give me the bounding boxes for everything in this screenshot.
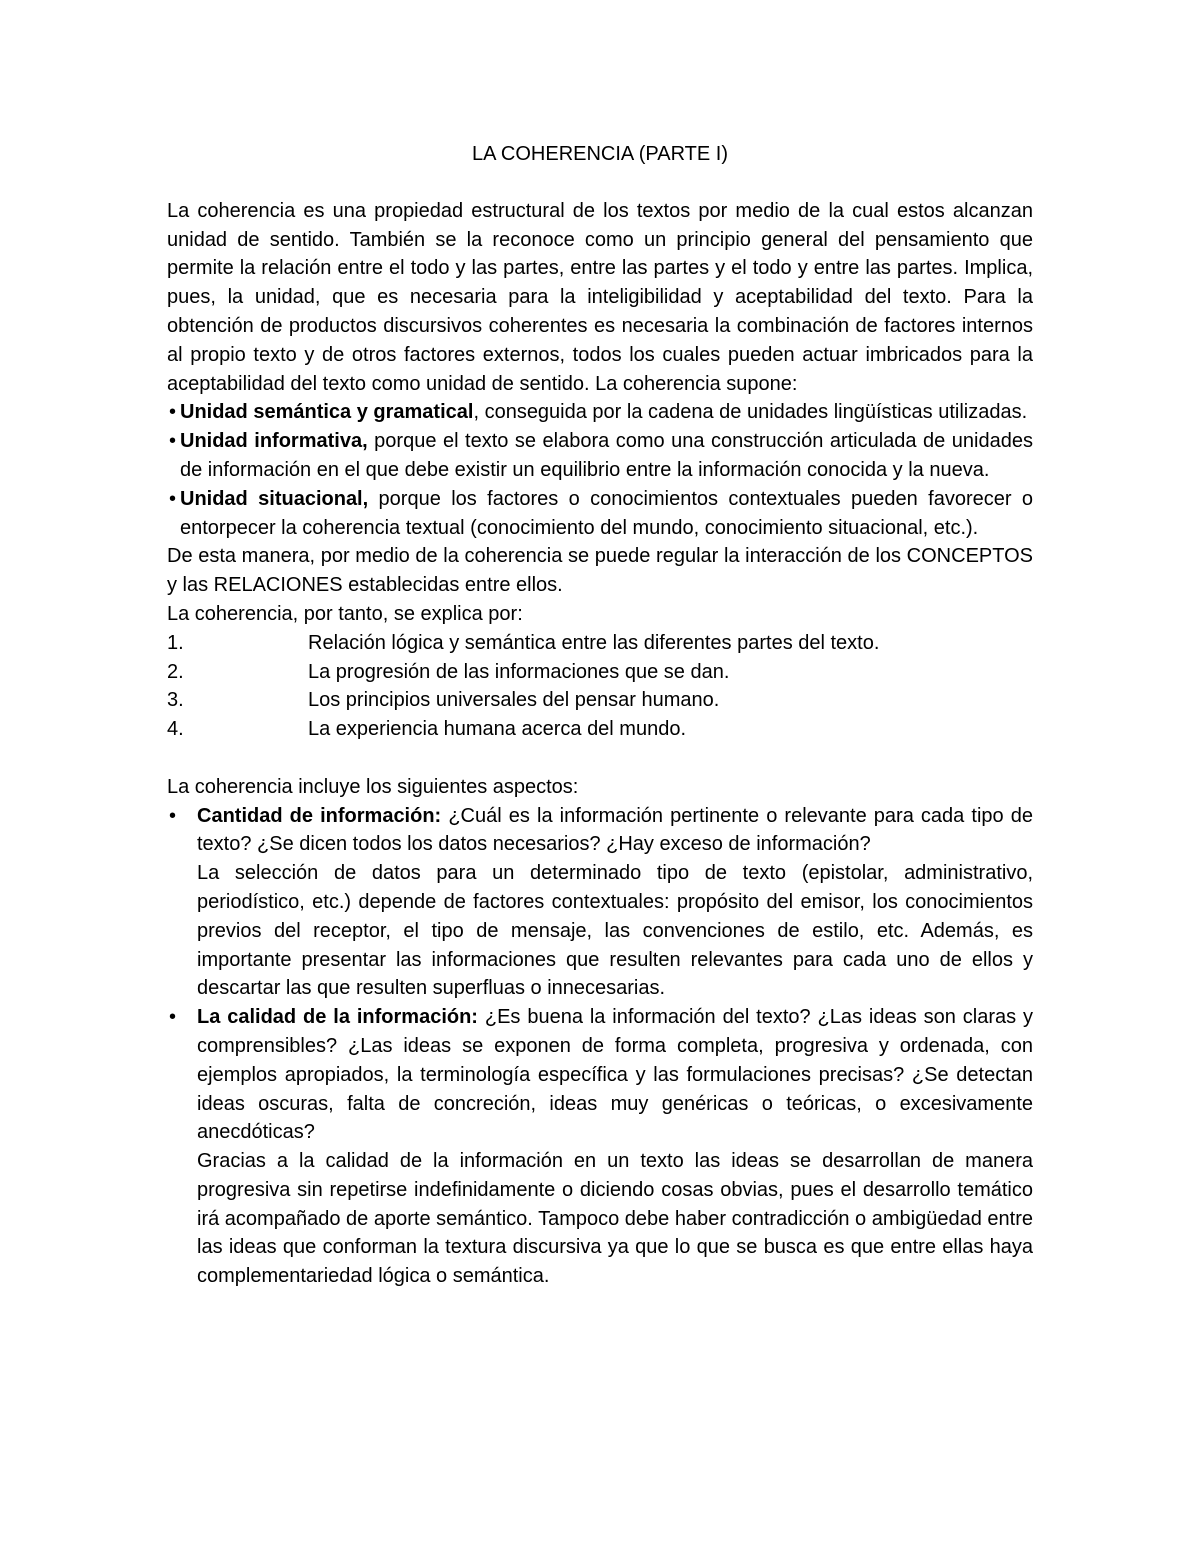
item-bold-label: Unidad semántica y gramatical: [180, 401, 474, 424]
bullet-icon: •: [169, 804, 177, 827]
item-text: La progresión de las informaciones que se dan.: [308, 660, 730, 683]
item-bold-label: La calidad de la información:: [197, 1006, 478, 1029]
list-item: [167, 715, 1033, 744]
item-text: Relación lógica y semántica entre las diferentes partes del texto.: [308, 631, 880, 654]
explica-intro: La coherencia, por tanto, se explica por:: [167, 602, 523, 625]
supone-list: [167, 398, 1033, 542]
bullet-icon: •: [169, 401, 177, 424]
list-item: [167, 427, 1033, 485]
aspectos-list: [167, 802, 1033, 1292]
list-item: [167, 629, 1033, 658]
aspect-question: [197, 802, 1033, 860]
bullet-icon: •: [169, 487, 177, 510]
bullet-icon: •: [169, 430, 177, 453]
list-item: [167, 658, 1033, 687]
item-text: ¿Cuál es la información pertinente o relevante para cada tipo de texto? ¿Se dicen todos los datos necesarios? ¿Hay exceso de información?: [197, 804, 1033, 856]
aspect-detail: Gracias a la calidad de la información en un texto las ideas se desarrollan de manera progresiva sin repetirse indefinidamente o diciendo cosas obvias, pues el desarrollo temático irá acompañado de aporte semántico. Tampoco debe haber contradicción o ambigüedad entre las ideas que conforman la textura discursiva ya que lo que se busca es que entre ellas haya complementariedad lógica o semántica.: [197, 1150, 1033, 1288]
list-item: [167, 398, 1033, 427]
document-title: LA COHERENCIA (PARTE I): [472, 143, 728, 165]
item-text: La experiencia humana acerca del mundo.: [308, 718, 687, 741]
list-item: [167, 485, 1033, 543]
aspect-question: [197, 1003, 1033, 1147]
explica-list: [167, 629, 1033, 744]
item-number: 2.: [167, 660, 184, 683]
item-number: 4.: [167, 718, 184, 741]
list-item: [167, 802, 1033, 1004]
list-item: [167, 1003, 1033, 1291]
item-text: , conseguida por la cadena de unidades lingüísticas utilizadas.: [473, 401, 1028, 424]
item-bold-label: Cantidad de información:: [197, 804, 442, 827]
aspectos-intro: La coherencia incluye los siguientes aspectos:: [167, 775, 579, 798]
item-bold-label: Unidad situacional,: [180, 487, 369, 510]
interaction-paragraph: De esta manera, por medio de la coherencia se puede regular la interacción de los CONCEPTOS y las RELACIONES establecidas entre ellos.: [167, 545, 1033, 597]
item-text: porque los factores o conocimientos contextuales pueden favorecer o entorpecer la coherencia textual (conocimiento del mundo, conocimiento situacional, etc.).: [180, 487, 1034, 539]
item-text: porque el texto se elabora como una construcción articulada de unidades de información en el que debe existir un equilibrio entre la información conocida y la nueva.: [180, 430, 1033, 481]
spacer: [167, 744, 1033, 773]
item-text: ¿Es buena la información del texto? ¿Las ideas son claras y comprensibles? ¿Las ideas se exponen de forma completa, progresiva y ordenada, con ejemplos apropiados, la terminología específica y las formulaciones precisas? ¿Se detectan ideas oscuras, falta de concreción, ideas muy genéricas o teóricas, o excesivamente anecdóticas?: [197, 1006, 1033, 1144]
intro-paragraph: La coherencia es una propiedad estructural de los textos por medio de la cual estos alcanzan unidad de sentido. También se la reconoce como un principio general del pensamiento que permite la relación entre el todo y las partes, entre las partes y el todo y entre las partes. Implica, pues, la unidad, que es necesaria para la inteligibilidad y aceptabilidad del texto. Para la obtención de productos discursivos coherentes es necesaria la combinación de factores internos al propio texto y de otros factores externos, todos los cuales pueden actuar imbricados para la aceptabilidad del texto como unidad de sentido. La coherencia supone:: [167, 199, 1033, 395]
item-text: Los principios universales del pensar humano.: [308, 689, 720, 712]
document-page: [167, 140, 1033, 1291]
item-number: 1.: [167, 631, 184, 654]
item-number: 3.: [167, 689, 184, 712]
bullet-icon: •: [169, 1006, 177, 1029]
list-item: [167, 686, 1033, 715]
aspect-detail: La selección de datos para un determinado tipo de texto (epistolar, administrativo, periodístico, etc.) depende de factores contextuales: propósito del emisor, los conocimientos previos del receptor, el tipo de mensaje, las convenciones de estilo, etc. Además, es importante presentar las informaciones que resulten relevantes para cada uno de ellos y descartar las que resulten superfluas o innecesarias.: [197, 862, 1033, 1000]
item-bold-label: Unidad informativa,: [180, 430, 368, 453]
